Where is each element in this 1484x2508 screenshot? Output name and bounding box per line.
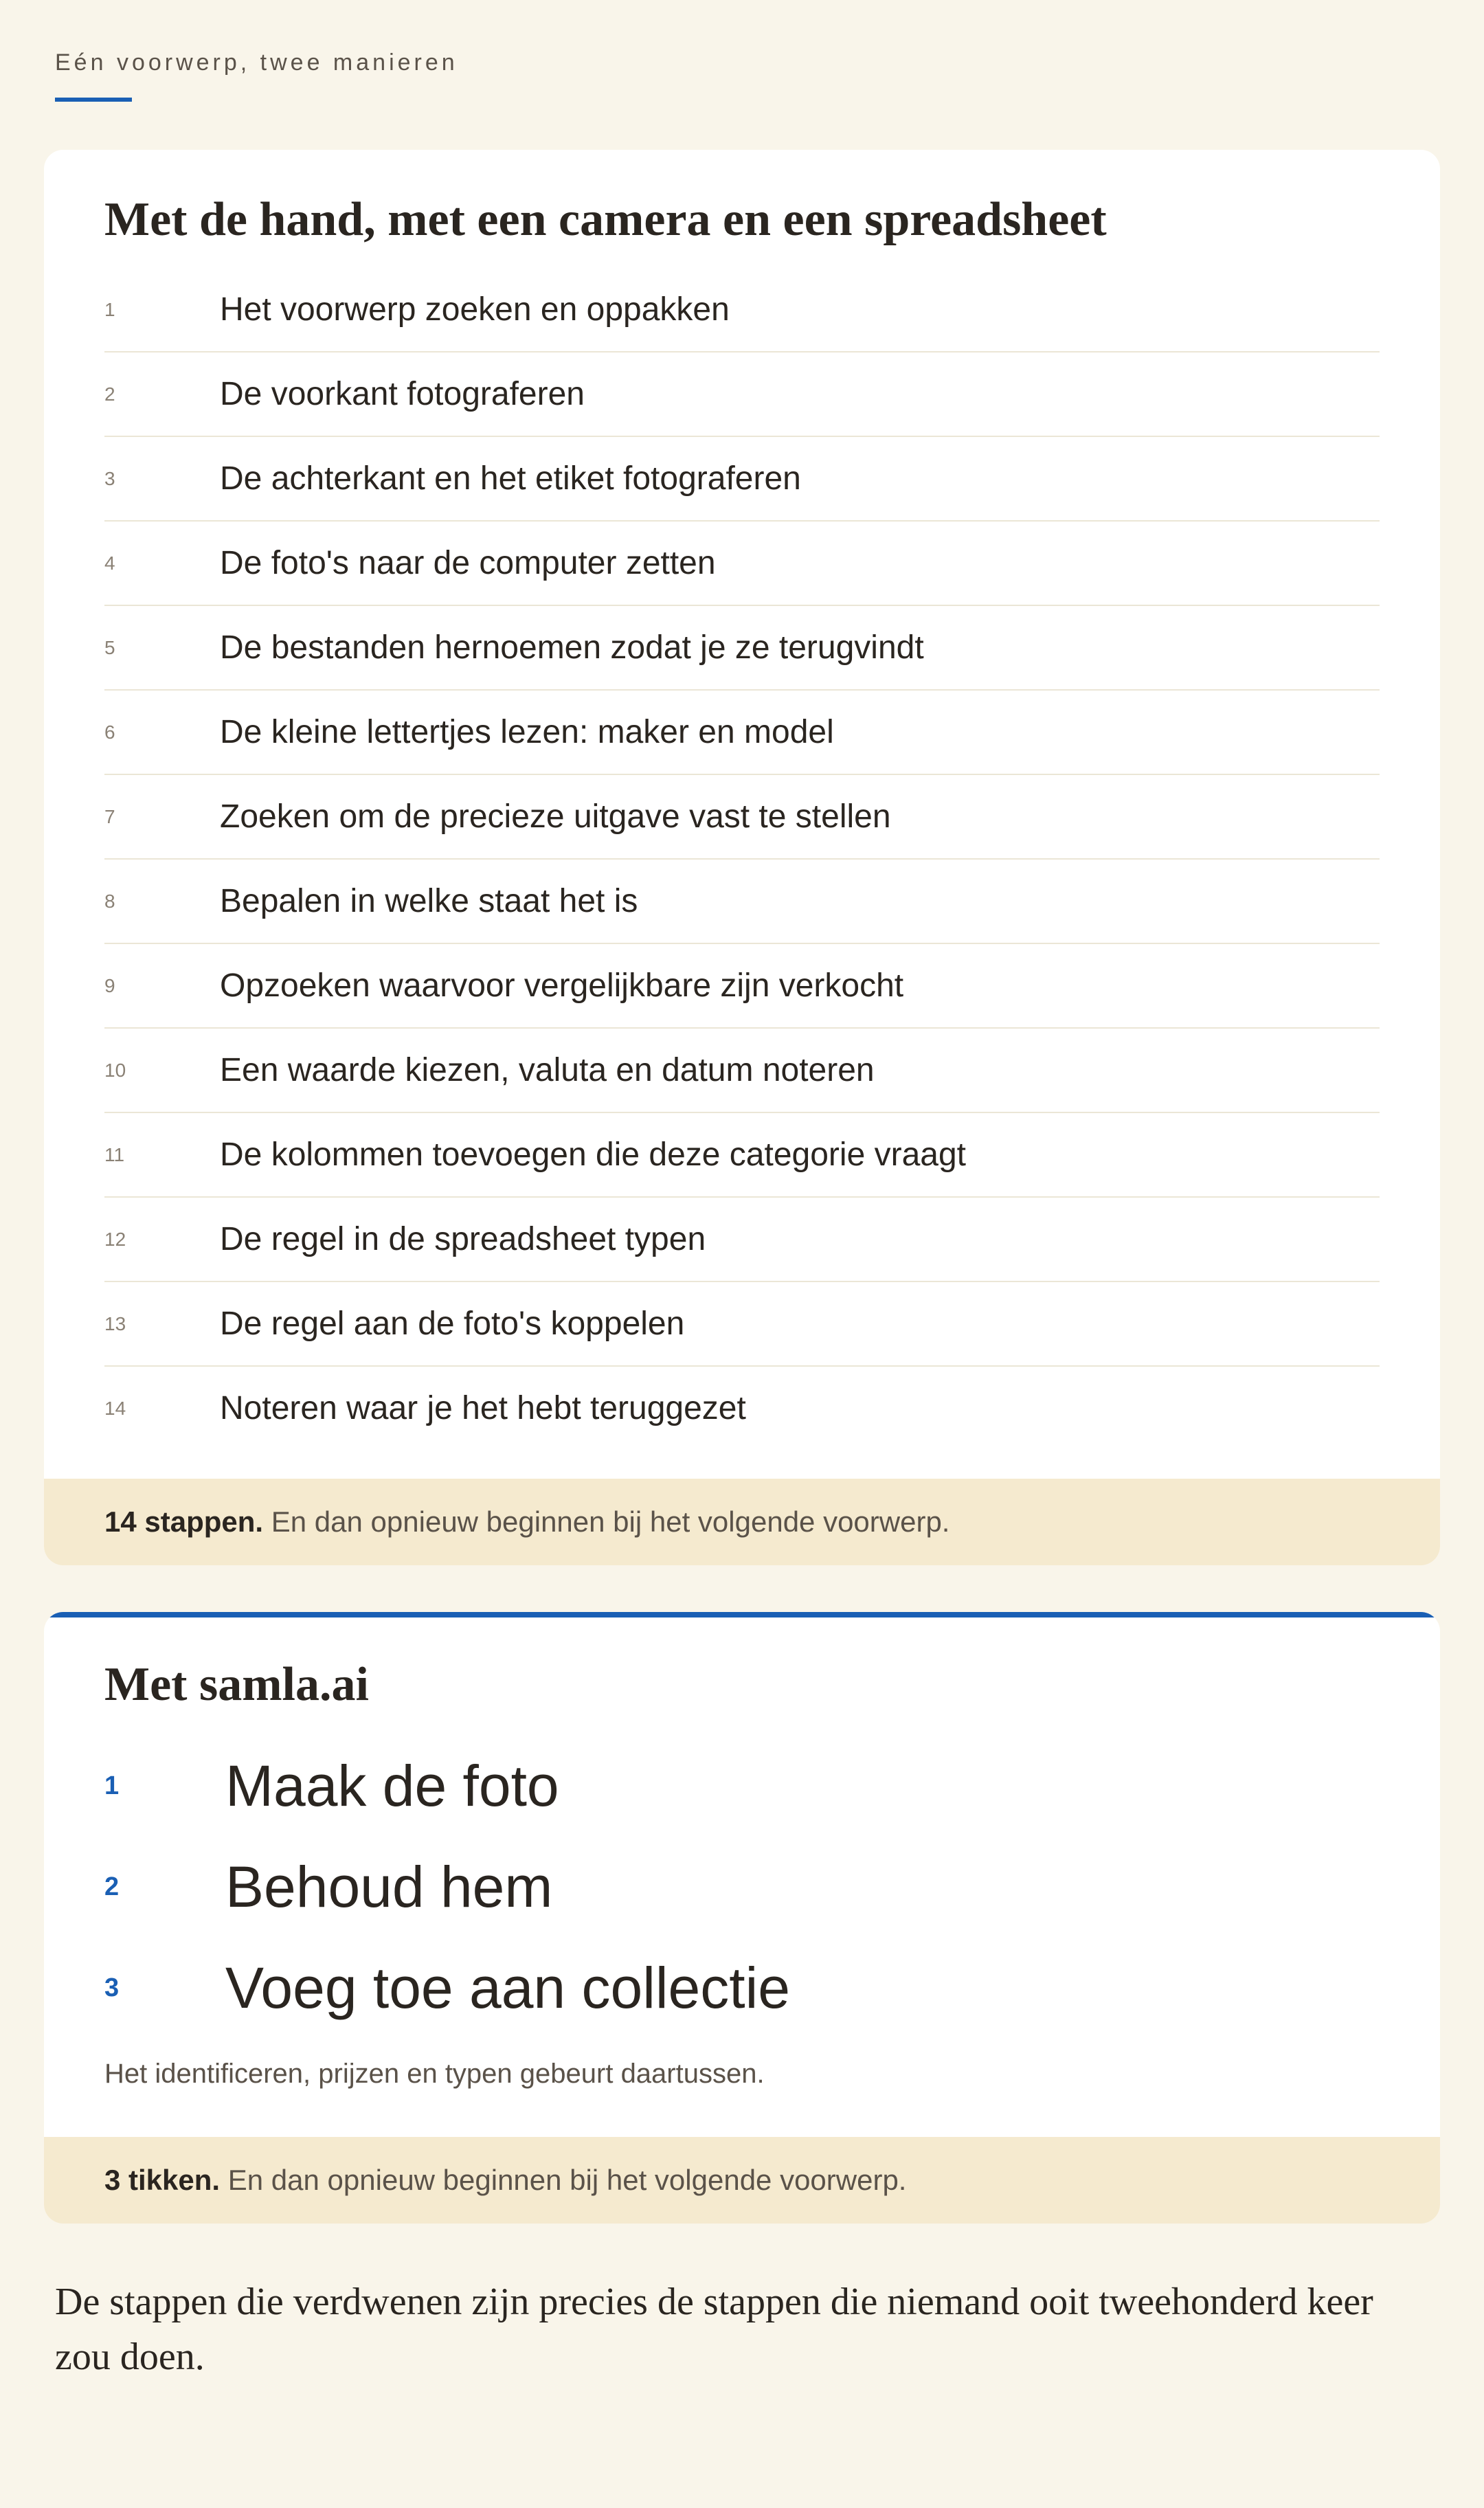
step-text: Noteren waar je het hebt teruggezet [220,1390,746,1426]
eyebrow-accent-rule [55,98,132,102]
step-text: De foto's naar de computer zetten [220,545,716,581]
manual-step-count: 14 stappen. [104,1505,264,1538]
manual-step [104,775,1380,860]
samla-step [104,1938,1380,2039]
step-number: 8 [104,891,115,912]
samla-step-list [104,1736,1380,2039]
step-number: 10 [104,1060,126,1081]
step-text: Een waarde kiezen, valuta en datum noteren [220,1052,875,1088]
step-number: 11 [104,1144,125,1165]
step-text: Het voorwerp zoeken en oppakken [220,291,730,328]
step-number: 14 [104,1398,126,1419]
step-text: De voorkant fotograferen [220,376,585,412]
step-number: 1 [104,1771,120,1800]
step-number: 3 [104,1973,120,2002]
samla-note: Het identificeren, prijzen en typen gebeurt daartussen. [104,2059,765,2089]
manual-step [104,1282,1380,1367]
step-number: 3 [104,468,115,489]
manual-step [104,1367,1380,1450]
step-number: 9 [104,975,115,996]
step-text: Voeg toe aan collectie [225,1956,790,2020]
step-number: 2 [104,1872,120,1901]
manual-step [104,691,1380,775]
step-number: 4 [104,552,115,574]
step-number: 12 [104,1229,126,1250]
samla-footer-text: En dan opnieuw beginnen bij het volgende voorwerp. [220,2164,907,2196]
samla-method-card [44,1612,1440,2224]
manual-step [104,1113,1380,1198]
step-text: De achterkant en het etiket fotograferen [220,460,801,497]
step-text: De bestanden hernoemen zodat je ze terugvindt [220,629,924,666]
closing-statement: De stappen die verdwenen zijn precies de stappen die niemand ooit tweehonderd keer zou doen. [55,2281,1373,2378]
manual-step [104,1029,1380,1113]
step-text: Opzoeken waarvoor vergelijkbare zijn verkocht [220,967,904,1004]
manual-step [104,860,1380,944]
manual-method-card [44,150,1440,1565]
manual-step [104,437,1380,522]
step-number: 2 [104,383,115,405]
step-text: De regel in de spreadsheet typen [220,1221,706,1257]
samla-card-title: Met samla.ai [104,1658,369,1711]
manual-footer-text: En dan opnieuw beginnen bij het volgende voorwerp. [263,1505,950,1538]
manual-step-list [104,268,1380,1450]
step-text: Maak de foto [225,1754,559,1818]
manual-step [104,606,1380,691]
eyebrow-label: Eén voorwerp, twee manieren [55,49,458,76]
step-text: Behoud hem [225,1855,553,1919]
step-number: 5 [104,637,115,658]
step-text: Zoeken om de precieze uitgave vast te stellen [220,798,891,835]
manual-step [104,268,1380,352]
step-number: 1 [104,299,115,320]
step-number: 6 [104,721,115,743]
samla-card-footer [44,2137,1440,2224]
step-text: Bepalen in welke staat het is [220,883,638,919]
step-number: 13 [104,1313,126,1334]
samla-step [104,1736,1380,1837]
step-text: De regel aan de foto's koppelen [220,1306,685,1342]
manual-step [104,522,1380,606]
manual-step [104,1198,1380,1282]
samla-tap-count: 3 tikken. [104,2164,221,2196]
manual-step [104,352,1380,437]
step-text: De kleine lettertjes lezen: maker en model [220,714,834,750]
step-text: De kolommen toevoegen die deze categorie vraagt [220,1137,966,1173]
manual-card-footer [44,1479,1440,1565]
manual-step [104,944,1380,1029]
samla-step [104,1837,1380,1938]
step-number: 7 [104,806,115,827]
manual-card-title: Met de hand, met een camera en een spreadsheet [104,193,1107,246]
